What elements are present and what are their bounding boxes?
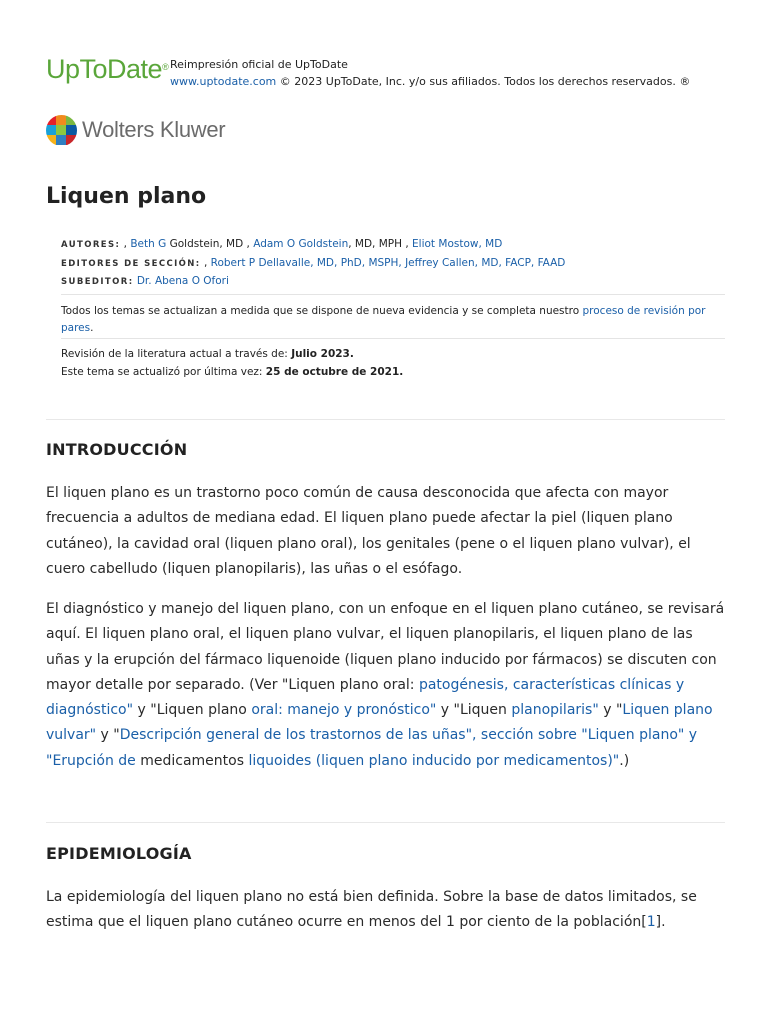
topic-link-oral-diagnosis[interactable]: patogénesis, características clínicas y diagnóstico" [46, 676, 685, 719]
article-title: Liquen plano [46, 184, 207, 209]
copyright-line [170, 73, 690, 90]
divider [61, 294, 725, 295]
last-updated-date: Este tema se actualizó por última vez: 25 de octubre de 2021. [61, 366, 404, 378]
topic-link-planopilaris[interactable]: planopilaris" [511, 702, 599, 719]
section-heading-epidemiologia: EPIDEMIOLOGÍA [46, 844, 192, 863]
section-heading-introduccion: INTRODUCCIÓN [46, 440, 188, 459]
wolters-kluwer-logo [46, 113, 225, 147]
topic-link-nail-disorders[interactable]: Descripción general de los trastornos de las uñas", sección sobre "Liquen plano" y "Erupción de [46, 727, 698, 769]
topic-link-oral-management[interactable]: oral: manejo y pronóstico" [251, 702, 437, 719]
intro-paragraph-2: El diagnóstico y manejo del liquen plano, con un enfoque en el liquen plano cutáneo, se revisará aquí. El liquen plano oral, el liquen plano vulvar, el liquen planopilaris, el liquen plano de las uñas y la erupción del fármaco liquenoide (liquen plano inducido por fármacos) se discuten con mayor detalle por separado. (Ver "Liquen plano oral: patogénesis, características clínicas y diagnóstico" y "Liquen plano oral: manejo y pronóstico" y "Liquen planopilaris" y "Liquen plano vulvar" y "Descripción general de los trastornos de las uñas", sección sobre "Liquen plano" y "Erupción de medicamentos liquoides (liquen plano inducido por medicamentos)".) [46, 601, 725, 769]
section-editors-link[interactable]: Robert P Dellavalle, MD, PhD, MSPH, Jeffrey Callen, MD, FACP, FAAD [210, 256, 566, 269]
publisher-name: Wolters Kluwer [82, 117, 226, 142]
author-link[interactable]: Adam O Goldstein [253, 238, 349, 250]
update-policy-note: Todos los temas se actualizan a medida que se dispone de nueva evidencia y se completa nuestro proceso de revisión por pares. [61, 305, 706, 334]
reference-link[interactable]: 1 [646, 914, 656, 931]
section-divider [46, 822, 725, 823]
authors-label: AUTORES: [61, 240, 121, 250]
intro-paragraph-1: El liquen plano es un trastorno poco común de causa desconocida que afecta con mayor frecuencia a adultos de mediana edad. El liquen plano puede afectar la piel (liquen plano cutáneo), la cavidad oral (liquen plano oral), los genitales (pene o el liquen plano vulvar), el cuero cabelludo (liquen planopilaris), las uñas o el esófago. [46, 485, 691, 577]
peer-review-link[interactable]: proceso de revisión por pares [61, 305, 706, 334]
reprint-notice [170, 56, 690, 90]
reprint-header [46, 52, 736, 92]
deputy-editor-line [61, 273, 725, 292]
author-link[interactable]: Beth G [130, 238, 167, 250]
section-editors-label: EDITORES DE SECCIÓN: [61, 258, 201, 269]
review-dates [61, 345, 725, 381]
epidemiology-paragraph-1: La epidemiología del liquen plano no está bien definida. Sobre la base de datos limitados, se estima que el liquen plano cutáneo ocurre en menos del 1 por ciento de la población[1]. [46, 889, 697, 931]
wolters-kluwer-globe-icon [46, 115, 77, 146]
literature-review-date: Revisión de la literatura actual a través de: Julio 2023. [61, 348, 354, 360]
author-link[interactable]: Eliot Mostow, MD [412, 238, 503, 250]
article-credits [61, 236, 725, 292]
deputy-editor-link[interactable]: Dr. Abena O Ofori [136, 275, 229, 287]
authors-line: AUTORES: , Beth G Goldstein, MD , Adam O Goldstein, MD, MPH , Eliot Mostow, MD [61, 238, 503, 250]
section-editors-line: EDITORES DE SECCIÓN: , Robert P Dellavalle, MD, PhD, MSPH, Jeffrey Callen, MD, FACP, FAAD [61, 256, 566, 269]
deputy-editor-label: SUBEDITOR: [61, 277, 134, 287]
copyright-text: © 2023 UpToDate, Inc. y/o sus afiliados. Todos los derechos reservados. ® [276, 75, 691, 88]
topic-link-vulvar[interactable]: Liquen plano vulvar" [46, 702, 713, 744]
divider [61, 338, 725, 339]
uptodate-site-link[interactable]: www.uptodate.com [170, 75, 277, 88]
section-divider [46, 419, 725, 420]
topic-link-drug-eruption[interactable]: liquoides (liquen plano inducido por medicamentos)" [248, 752, 620, 769]
uptodate-logo: UpToDate® [46, 54, 169, 84]
reprint-title: Reimpresión oficial de UpToDate [170, 58, 348, 71]
